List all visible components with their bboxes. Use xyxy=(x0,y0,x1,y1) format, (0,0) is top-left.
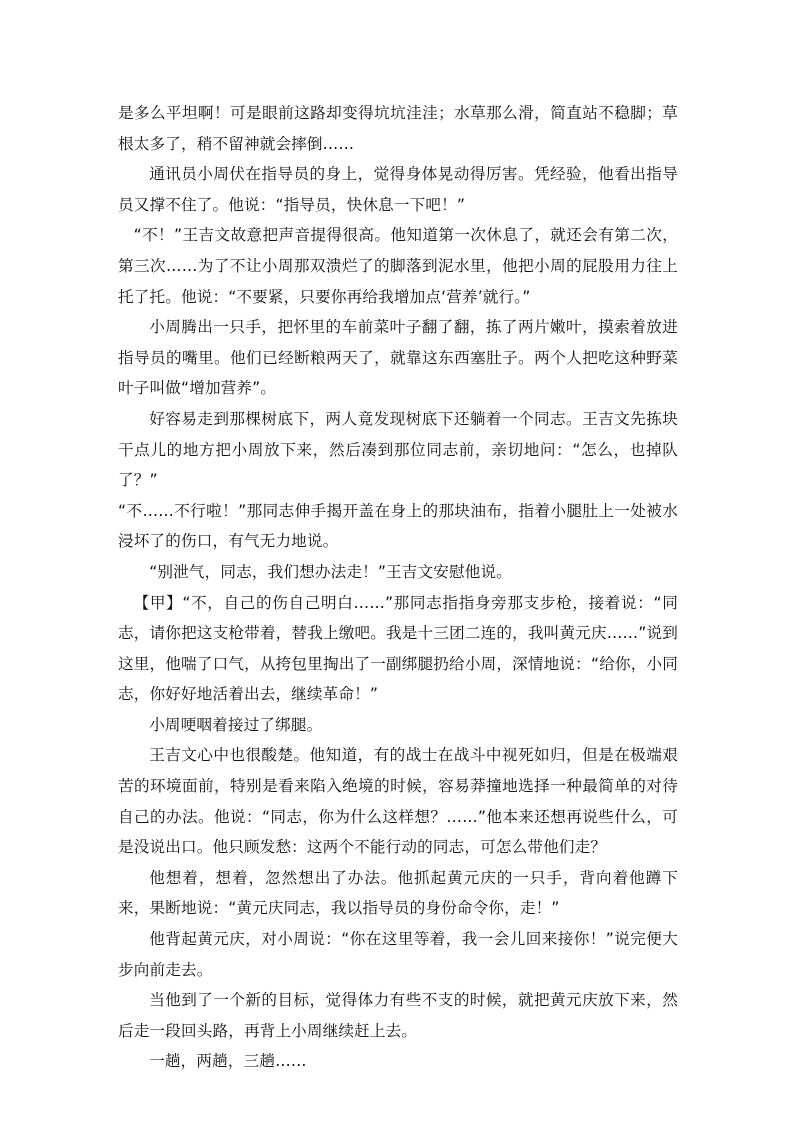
paragraph-8-marked-jia: 【甲】“不，自己的伤自己明白……”那同志指指身旁那支步枪，接着说：“同志，请你把这支枪带着，替我上缴吧。我是十三团二连的，我叫黄元庆……”说到这里，他喘了口气，从挎包里掏出了一副绑腿扔给小周，深情地说：“给你，小同志，你好好地活着出去，继续革命！” xyxy=(118,593,678,704)
paragraph-4: 小周腾出一只手，把怀里的车前菜叶子翻了翻，拣了两片嫩叶，摸索着放进指导员的嘴里。他们已经断粮两天了，就靠这东西塞肚子。两个人把吃这种野菜叶子叫做“增加营养”。 xyxy=(118,318,678,398)
paragraph-2: 通讯员小周伏在指导员的身上，觉得身体晃动得厉害。凭经验，他看出指导员又撑不住了。他说：“指导员，快休息一下吧！” xyxy=(118,165,678,214)
paragraph-9: 小周哽咽着接过了绑腿。 xyxy=(149,715,323,734)
paragraph-6: “不……不行啦！”那同志伸手揭开盖在身上的那块油布，指着小腿肚上一处被水浸坏了的伤口，有气无力地说。 xyxy=(118,501,678,551)
paragraph-10: 王吉文心中也很酸楚。他知道，有的战士在战斗中视死如归，但是在极端艰苦的环境面前，特别是看来陷入绝境的时候，容易莽撞地选择一种最简单的对待自己的办法。他说：“同志，你为什么这样想？……”他本来还想再说些什么，可是没说出口。他只顾发愁：这两个不能行动的同志，可怎么带他们走？ xyxy=(118,746,678,857)
paragraph-3: “不！”王吉文故意把声音提得很高。他知道第一次休息了，就还会有第二次，第三次……为了不让小周那双溃烂了的脚落到泥水里，他把小周的屁股用力往上托了托。他说：“不要紧，只要你再给我增加点‘营养’就行。” xyxy=(118,226,678,306)
paragraph-5: 好容易走到那棵树底下，两人竟发现树底下还躺着一个同志。王吉文先拣块干点儿的地方把小周放下来，然后凑到那位同志前，亲切地问：“怎么，也掉队了？” xyxy=(118,409,678,490)
paragraph-13: 当他到了一个新的目标，觉得体力有些不支的时候，就把黄元庆放下来，然后走一段回头路，再背上小周继续赶上去。 xyxy=(118,991,678,1040)
paragraph-12: 他背起黄元庆，对小周说：“你在这里等着，我一会儿回来接你！”说完便大步向前走去。 xyxy=(118,930,678,979)
paragraph-1: 是多么平坦啊！可是眼前这路却变得坑坑洼洼；水草那么滑，简直站不稳脚；草根太多了，稍不留神就会摔倒…… xyxy=(118,104,678,153)
paragraph-11: 他想着，想着，忽然想出了办法。他抓起黄元庆的一只手，背向着他蹲下来，果断地说：“黄元庆同志，我以指导员的身份命令你，走！” xyxy=(118,868,678,918)
paragraph-14: 一趟，两趟，三趟…… xyxy=(149,1052,307,1071)
paragraph-7: “别泄气，同志，我们想办法走！”王吉文安慰他说。 xyxy=(149,562,513,581)
document-page xyxy=(118,98,678,1077)
